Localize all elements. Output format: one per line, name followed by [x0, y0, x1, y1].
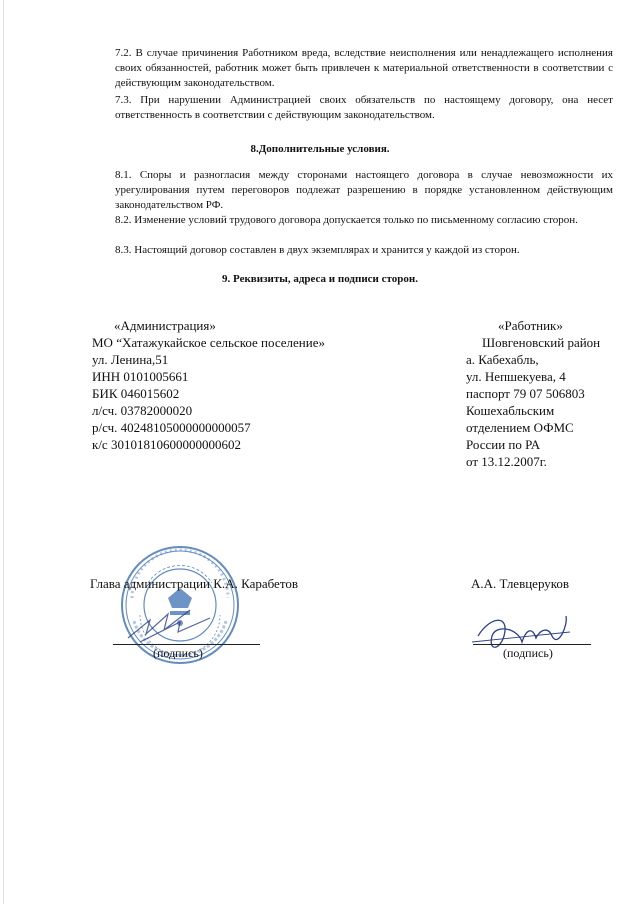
worker-line: отделением ОФМС	[466, 420, 574, 435]
clause-8-3: 8.3. Настоящий договор составлен в двух экземплярах и хранится у каждой из сторон.	[115, 244, 520, 256]
clause-8-2: 8.2. Изменение условий трудового договора допускается только по письменному согласию сторон.	[115, 214, 578, 226]
administration-line: к/с 30101810600000000602	[92, 437, 241, 452]
administration-line: ИНН 0101005661	[92, 369, 189, 384]
worker-line: паспорт 79 07 506803	[466, 386, 585, 401]
administration-signature-caption: (подпись)	[153, 646, 203, 660]
administration-signature-line	[113, 644, 260, 645]
worker-signatory-name: А.А. Тлевцеруков	[471, 576, 570, 591]
worker-line: России по РА	[466, 437, 541, 452]
worker-line: Шовгеновский район	[482, 335, 601, 350]
section-9-title: 9. Реквизиты, адреса и подписи сторон.	[222, 273, 418, 285]
worker-line: от 13.12.2007г.	[466, 454, 547, 469]
worker-details	[466, 317, 616, 470]
page-edge-line	[3, 0, 4, 904]
worker-signature-caption: (подпись)	[503, 646, 553, 660]
worker-line: а. Кабехабль,	[466, 352, 539, 367]
administration-line: МО “Хатажукайское сельское поселение»	[92, 335, 325, 350]
section-8-title: 8.Дополнительные условия.	[250, 143, 390, 155]
worker-header: «Работник»	[498, 318, 563, 333]
worker-line: Кошехабльским	[466, 403, 555, 418]
administration-line: р/сч. 40248105000000000057	[92, 420, 251, 435]
administration-signature	[120, 600, 230, 650]
worker-line: ул. Непшекуева, 4	[466, 369, 566, 384]
administration-signatory-name: Глава администрации К.А. Карабетов	[90, 576, 298, 591]
administration-line: ул. Ленина,51	[92, 352, 169, 367]
administration-header: «Администрация»	[114, 318, 216, 333]
administration-line: л/сч. 03782000020	[92, 403, 193, 418]
clause-8-1: 8.1. Споры и разногласия между сторонами настоящего договора в случае невозможности их урегулирования путем переговоров подлежат разрешению в порядке установленном действующим законодательством РФ.	[115, 169, 613, 211]
clause-7-3: 7.3. При нарушении Администрацией своих обязательств по настоящему договору, она несет ответственность в соответствии с действующим законодательством.	[115, 94, 613, 121]
administration-details	[92, 317, 382, 453]
worker-signature-line	[473, 644, 591, 645]
administration-line: БИК 046015602	[92, 386, 180, 401]
clause-7-2: 7.2. В случае причинения Работником вреда, вследствие неисполнения или ненадлежащего исполнения своих обязанностей, работник может быть привлечен к материальной ответственности в соответствии с действующим законодательством.	[115, 47, 613, 89]
